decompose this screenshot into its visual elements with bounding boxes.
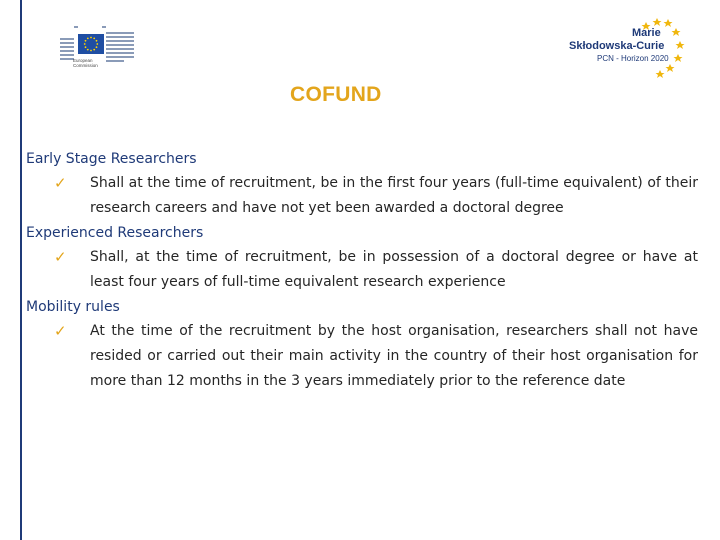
msca-logo-text-line2: Skłodowska-Curie [569, 40, 665, 52]
bullet-item [26, 245, 698, 295]
msca-logo-text-line3: PCN - Horizon 2020 [597, 54, 669, 63]
checkmark-icon: ✓ [54, 322, 67, 340]
msca-logo-text-line1: Marie [632, 27, 661, 39]
bullet-text: At the time of the recruitment by the host organisation, researchers shall not have resided or carried out their main activity in the country of their host organisation for more than 12 months in the 3 years immediately prior to the reference date [90, 323, 698, 389]
bullet-text: Shall at the time of recruitment, be in the first four years (full-time equivalent) of their research careers and have not yet been awarded a doctoral degree [90, 175, 698, 216]
section-heading-mobility: Mobility rules [26, 299, 120, 315]
slide-content [26, 149, 698, 396]
section-heading-early-stage: Early Stage Researchers [26, 151, 197, 167]
european-commission-logo [58, 18, 138, 76]
slide-title: COFUND [290, 83, 382, 106]
checkmark-icon: ✓ [54, 248, 67, 266]
section-heading-experienced: Experienced Researchers [26, 225, 204, 241]
bullet-item [26, 319, 698, 394]
bullet-text: Shall, at the time of recruitment, be in possession of a doctoral degree or have at least four years of full-time equivalent research experience [90, 249, 698, 290]
checkmark-icon: ✓ [54, 174, 67, 192]
left-border-rule [20, 0, 22, 540]
ec-logo-text-line1: European [73, 58, 93, 63]
ec-logo-text-line2: Commission [73, 63, 98, 68]
bullet-item [26, 171, 698, 221]
ec-logo-text [73, 58, 98, 68]
